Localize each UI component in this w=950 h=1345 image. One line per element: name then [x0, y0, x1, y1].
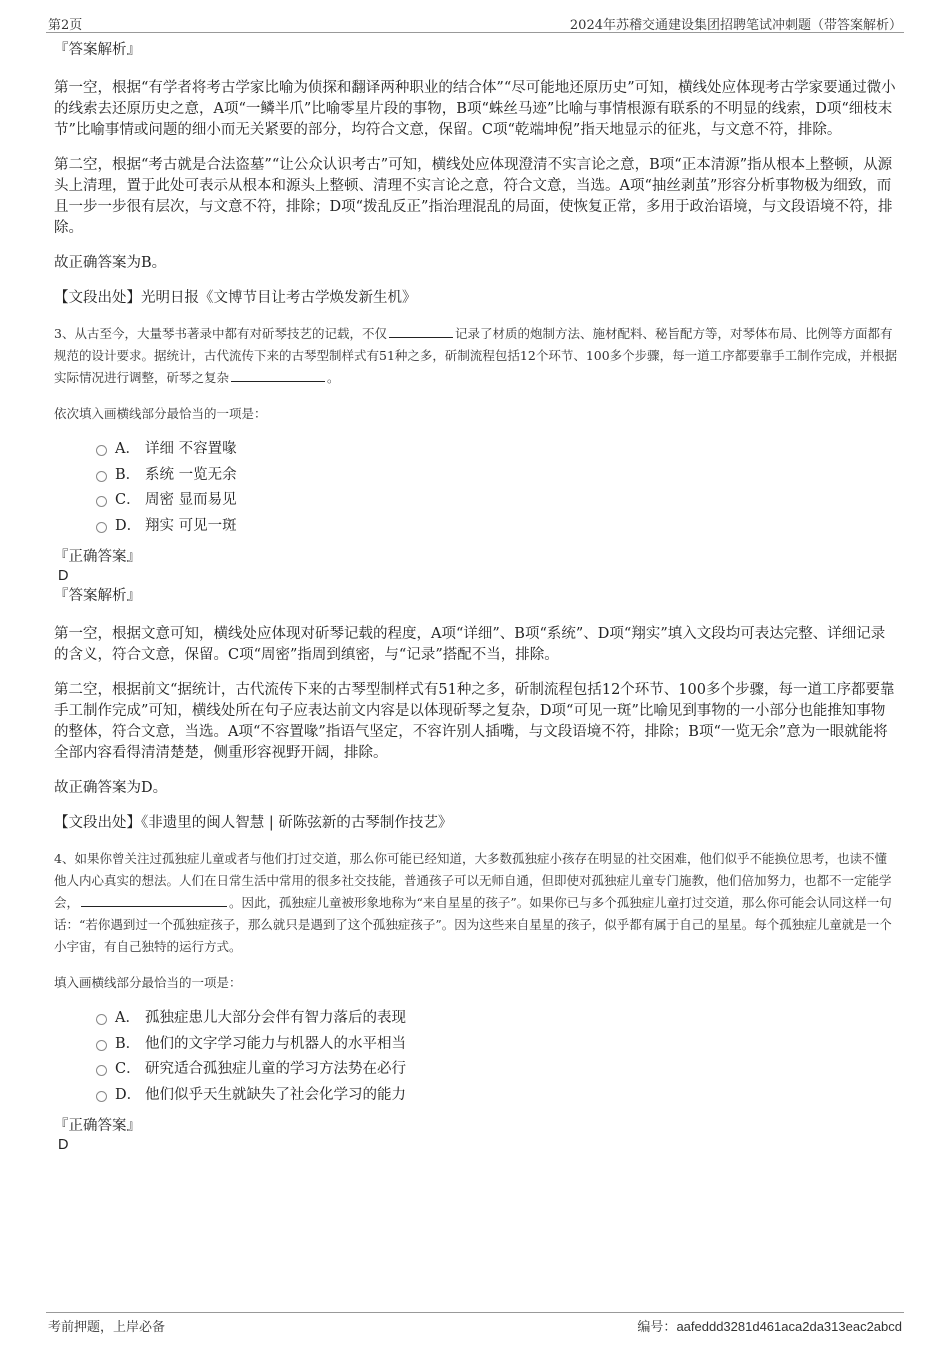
- radio-icon[interactable]: [96, 1091, 107, 1102]
- q3-option-b[interactable]: B． 系统 一览无余: [96, 461, 899, 487]
- q3-stem-part3: 。: [327, 370, 340, 385]
- q3-blank-1: [389, 323, 453, 338]
- footer-code-value: aafeddd3281d461aca2da313eac2abcd: [676, 1319, 902, 1334]
- q3-analysis-para1: 第一空，根据文意可知，横线处应体现对斫琴记载的程度，A项“详细”、B项“系统”、D项“翔实”填入文段均可表达完整、详细记录的含义，符合文意，保留。C项“周密”指周到缜密，与“记录”搭配不当，排除。: [54, 626, 886, 663]
- footer-code: [637, 1316, 902, 1335]
- q3-option-c[interactable]: C． 周密 显而易见: [96, 486, 899, 512]
- q4-option-c[interactable]: C． 研究适合孤独症儿童的学习方法势在必行: [96, 1055, 899, 1081]
- footer-code-label: 编号：: [637, 1320, 677, 1335]
- radio-icon[interactable]: [96, 522, 107, 533]
- footer-slogan: 考前押题，上岸必备: [48, 1320, 166, 1335]
- radio-icon[interactable]: [96, 1040, 107, 1051]
- q3-option-d[interactable]: D． 翔实 可见一斑: [96, 512, 899, 538]
- q3-source: 【文段出处】《非遗里的闽人智慧 | 斫陈弦新的古琴制作技艺》: [54, 815, 453, 831]
- q3-option-a[interactable]: A． 详细 不容置喙: [96, 435, 899, 461]
- q2-analysis-para2: 第二空，根据“考古就是合法盗墓”“让公众认识考古”可知，横线处应体现澄清不实言论之意，B项“正本清源”指从根本上整顿，从源头上清理，置于此处可表示从根本和源头上整顿、清理不实言论之意，符合文意，当选。A项“抽丝剥茧”形容分析事物极为细致，而且一步一步很有层次，与文意不符，排除；D项“拨乱反正”指治理混乱的局面，使恢复正常，多用于政治语境，与文段语境不符，排除。: [54, 157, 893, 236]
- q3-prompt: 依次填入画横线部分最恰当的一项是：: [54, 406, 267, 421]
- q2-source: 【文段出处】光明日报《文博节目让考古学焕发新生机》: [54, 290, 417, 306]
- q3-conclusion: 故正确答案为D。: [54, 780, 168, 796]
- q4-option-d[interactable]: D． 他们似乎天生就缺失了社会化学习的能力: [96, 1081, 899, 1107]
- q4-answer: D: [58, 1137, 69, 1153]
- q4-stem-part1: 4、如果你曾关注过孤独症儿童或者与他们打过交道，那么你可能已经知道，大多数孤独症小孩存在明显的社交困难，他们似乎不能换位思考，也读不懂他人内心真实的想法。人们在日常生活中常用的很多社交技能，普通孩子可以无师自通，但即使对孤独症儿童专门施教，他们倍加努力，也都不一定能学会，: [54, 851, 892, 910]
- q3-options: [96, 435, 899, 537]
- page-header: [46, 12, 904, 33]
- document-body: [54, 40, 899, 1155]
- q3-answer: D: [58, 568, 69, 584]
- q4-blank: [81, 892, 227, 907]
- q2-analysis-para1: 第一空，根据“有学者将考古学家比喻为侦探和翻译两种职业的结合体”“尽可能地还原历史”可知，横线处应体现考古学家要通过微小的线索去还原历史之意，A项“一鳞半爪”比喻零星片段的事物，B项“蛛丝马迹”比喻与事情根源有联系的不明显的线索，D项“细枝末节”比喻事情或问题的细小而无关紧要的部分，均符合文意，保留。C项“乾端坤倪”指天地显示的征兆，与文意不符，排除。: [54, 80, 896, 138]
- q4-options: [96, 1004, 899, 1106]
- radio-icon[interactable]: [96, 471, 107, 482]
- radio-icon[interactable]: [96, 496, 107, 507]
- q3-stem-part2: 记录了材质的炮制方法、施材配料、秘旨配方等，对琴体布局、比例等方面都有规范的设计要求。据统计，古代流传下来的古琴型制样式有51种之多，斫制流程包括12个环节、100多个步骤，每一道工序都要靠手工制作完成，并根据实际情况进行调整，斫琴之复杂: [54, 326, 898, 385]
- q2-conclusion: 故正确答案为B。: [54, 255, 167, 271]
- q2-analysis-label: 『答案解析』: [54, 42, 141, 58]
- page-number: 第2页: [48, 18, 83, 33]
- radio-icon[interactable]: [96, 445, 107, 456]
- q4-prompt: 填入画横线部分最恰当的一项是：: [54, 975, 242, 990]
- radio-icon[interactable]: [96, 1065, 107, 1076]
- q3-stem: [54, 323, 899, 389]
- q4-stem-part2: 。因此，孤独症儿童被形象地称为“来自星星的孩子”。如果你已与多个孤独症儿童打过交道，那么你可能会认同这样一句话：“若你遇到过一个孤独症孩子，那么就只是遇到了这个孤独症孩子”。因为这些来自星星的孩子，似乎都有属于自己的星星。每个孤独症儿童就是一个小宇宙，有自己独特的运行方式。: [54, 895, 892, 954]
- q3-analysis-para2: 第二空，根据前文“据统计，古代流传下来的古琴型制样式有51种之多，斫制流程包括12个环节、100多个步骤，每一道工序都要靠手工制作完成”可知，横线处所在句子应表达前文内容是以体现斫琴之复杂，D项“可见一斑”比喻见到事物的一小部分也能推知事物的整体，符合文意，当选。A项“不容置喙”指语气坚定，不容许别人插嘴，与文段语境不符，排除；B项“一览无余”意为一眼就能将全部内容看得清清楚楚，侧重形容视野开阔，排除。: [54, 682, 895, 761]
- q3-answer-label: 『正确答案』: [54, 549, 141, 565]
- q4-stem: [54, 848, 899, 958]
- page-footer: [46, 1312, 904, 1335]
- q3-analysis-label: 『答案解析』: [54, 588, 141, 604]
- document-title: 2024年苏稽交通建设集团招聘笔试冲刺题（带答案解析）: [569, 18, 902, 33]
- q4-option-a[interactable]: A． 孤独症患儿大部分会伴有智力落后的表现: [96, 1004, 899, 1030]
- q4-option-b[interactable]: B． 他们的文字学习能力与机器人的水平相当: [96, 1030, 899, 1056]
- q4-answer-label: 『正确答案』: [54, 1118, 141, 1134]
- q3-stem-part1: 3、从古至今，大量琴书著录中都有对斫琴技艺的记载，不仅: [54, 326, 387, 341]
- radio-icon[interactable]: [96, 1014, 107, 1025]
- q3-blank-2: [231, 367, 325, 382]
